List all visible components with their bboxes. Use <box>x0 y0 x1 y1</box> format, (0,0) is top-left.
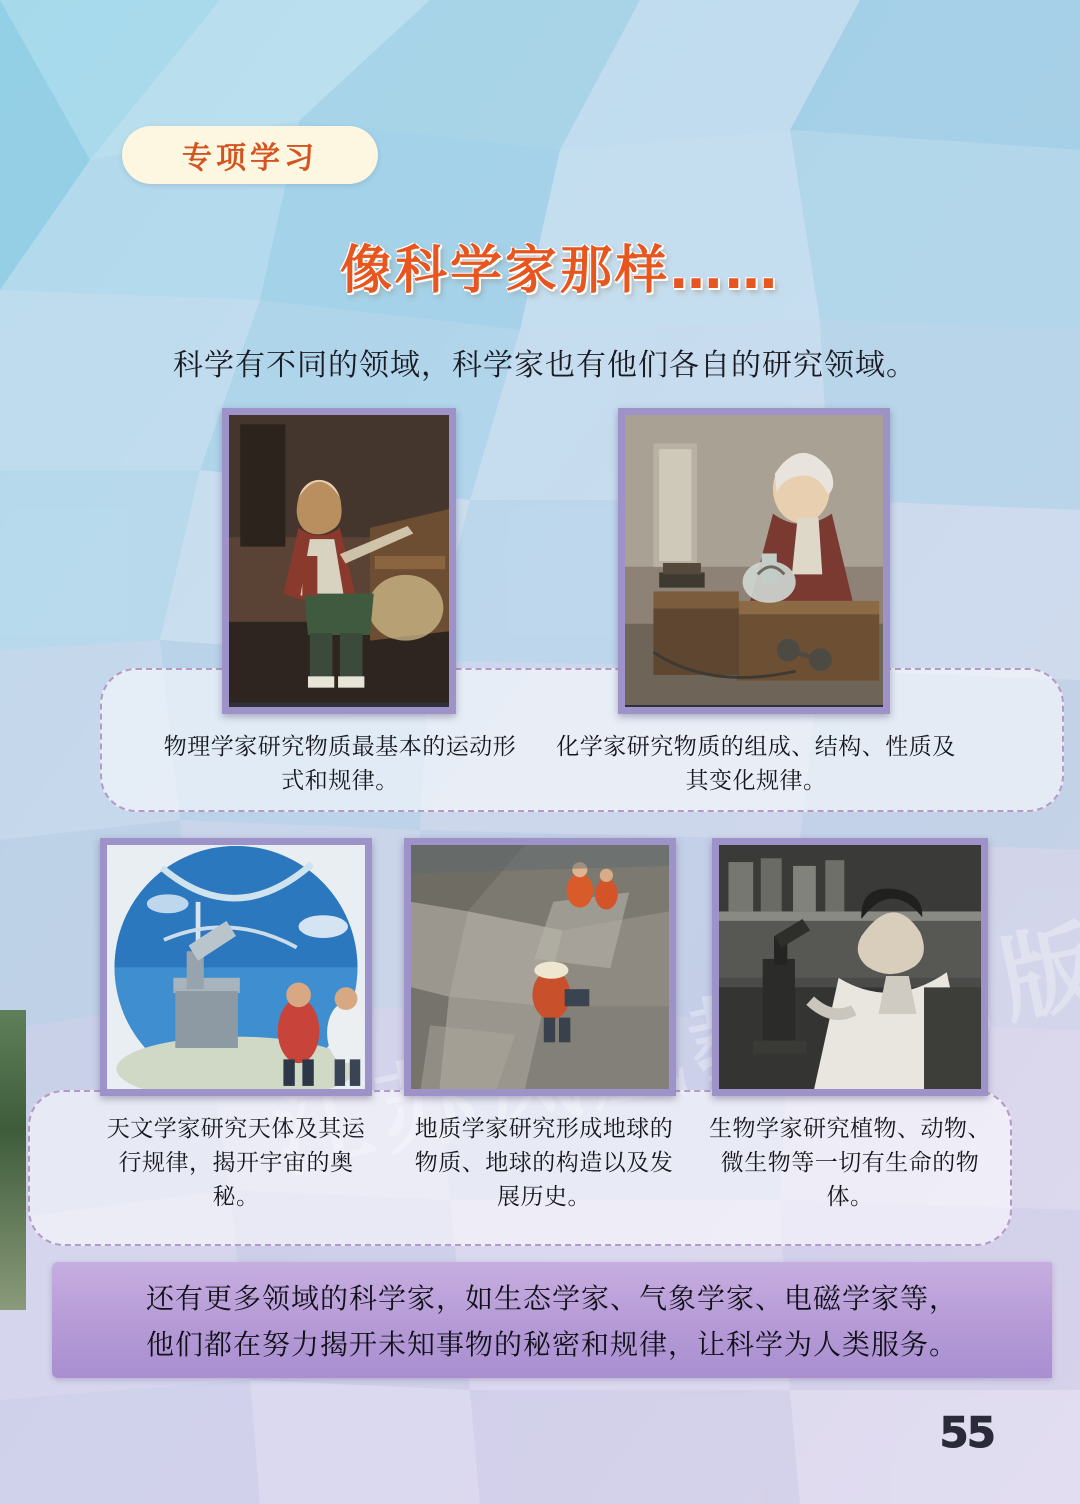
summary-line-1: 还有更多领域的科学家，如生态学家、气象学家、电磁学家等， <box>145 1282 958 1315</box>
figure-physics-image <box>222 408 456 714</box>
page-number: 55 <box>939 1408 994 1457</box>
intro-text: 科学有不同的领域，科学家也有他们各自的研究领域。 <box>173 348 917 383</box>
summary-line-2: 他们都在努力揭开未知事物的秘密和规律，让科学为人类服务。 <box>145 1328 958 1361</box>
figure-geology-image <box>404 838 676 1096</box>
figure-astronomy-caption: 天文学家研究天体及其运行规律，揭开宇宙的奥秘。 <box>106 1116 366 1210</box>
left-edge-strip <box>0 1010 26 1310</box>
figure-astronomy-image <box>100 838 372 1096</box>
section-tag-label: 专项学习 <box>182 141 318 176</box>
page-title-text: 像科学家那样…… <box>339 241 780 301</box>
figure-physics-caption: 物理学家研究物质最基本的运动形式和规律。 <box>163 734 517 794</box>
figure-biology-caption: 生物学家研究植物、动物、微生物等一切有生命的物体。 <box>709 1116 991 1210</box>
figure-geology-caption: 地质学家研究形成地球的物质、地球的构造以及发展历史。 <box>414 1116 674 1210</box>
summary-text <box>52 1276 1052 1368</box>
summary-bar <box>52 1262 1052 1378</box>
section-tag <box>122 126 378 184</box>
figure-chemistry-image <box>618 408 890 714</box>
page-title <box>0 228 1080 303</box>
figure-biology-image <box>712 838 988 1096</box>
intro-paragraph <box>0 340 1080 384</box>
figure-chemistry-caption: 化学家研究物质的组成、结构、性质及其变化规律。 <box>556 734 956 794</box>
